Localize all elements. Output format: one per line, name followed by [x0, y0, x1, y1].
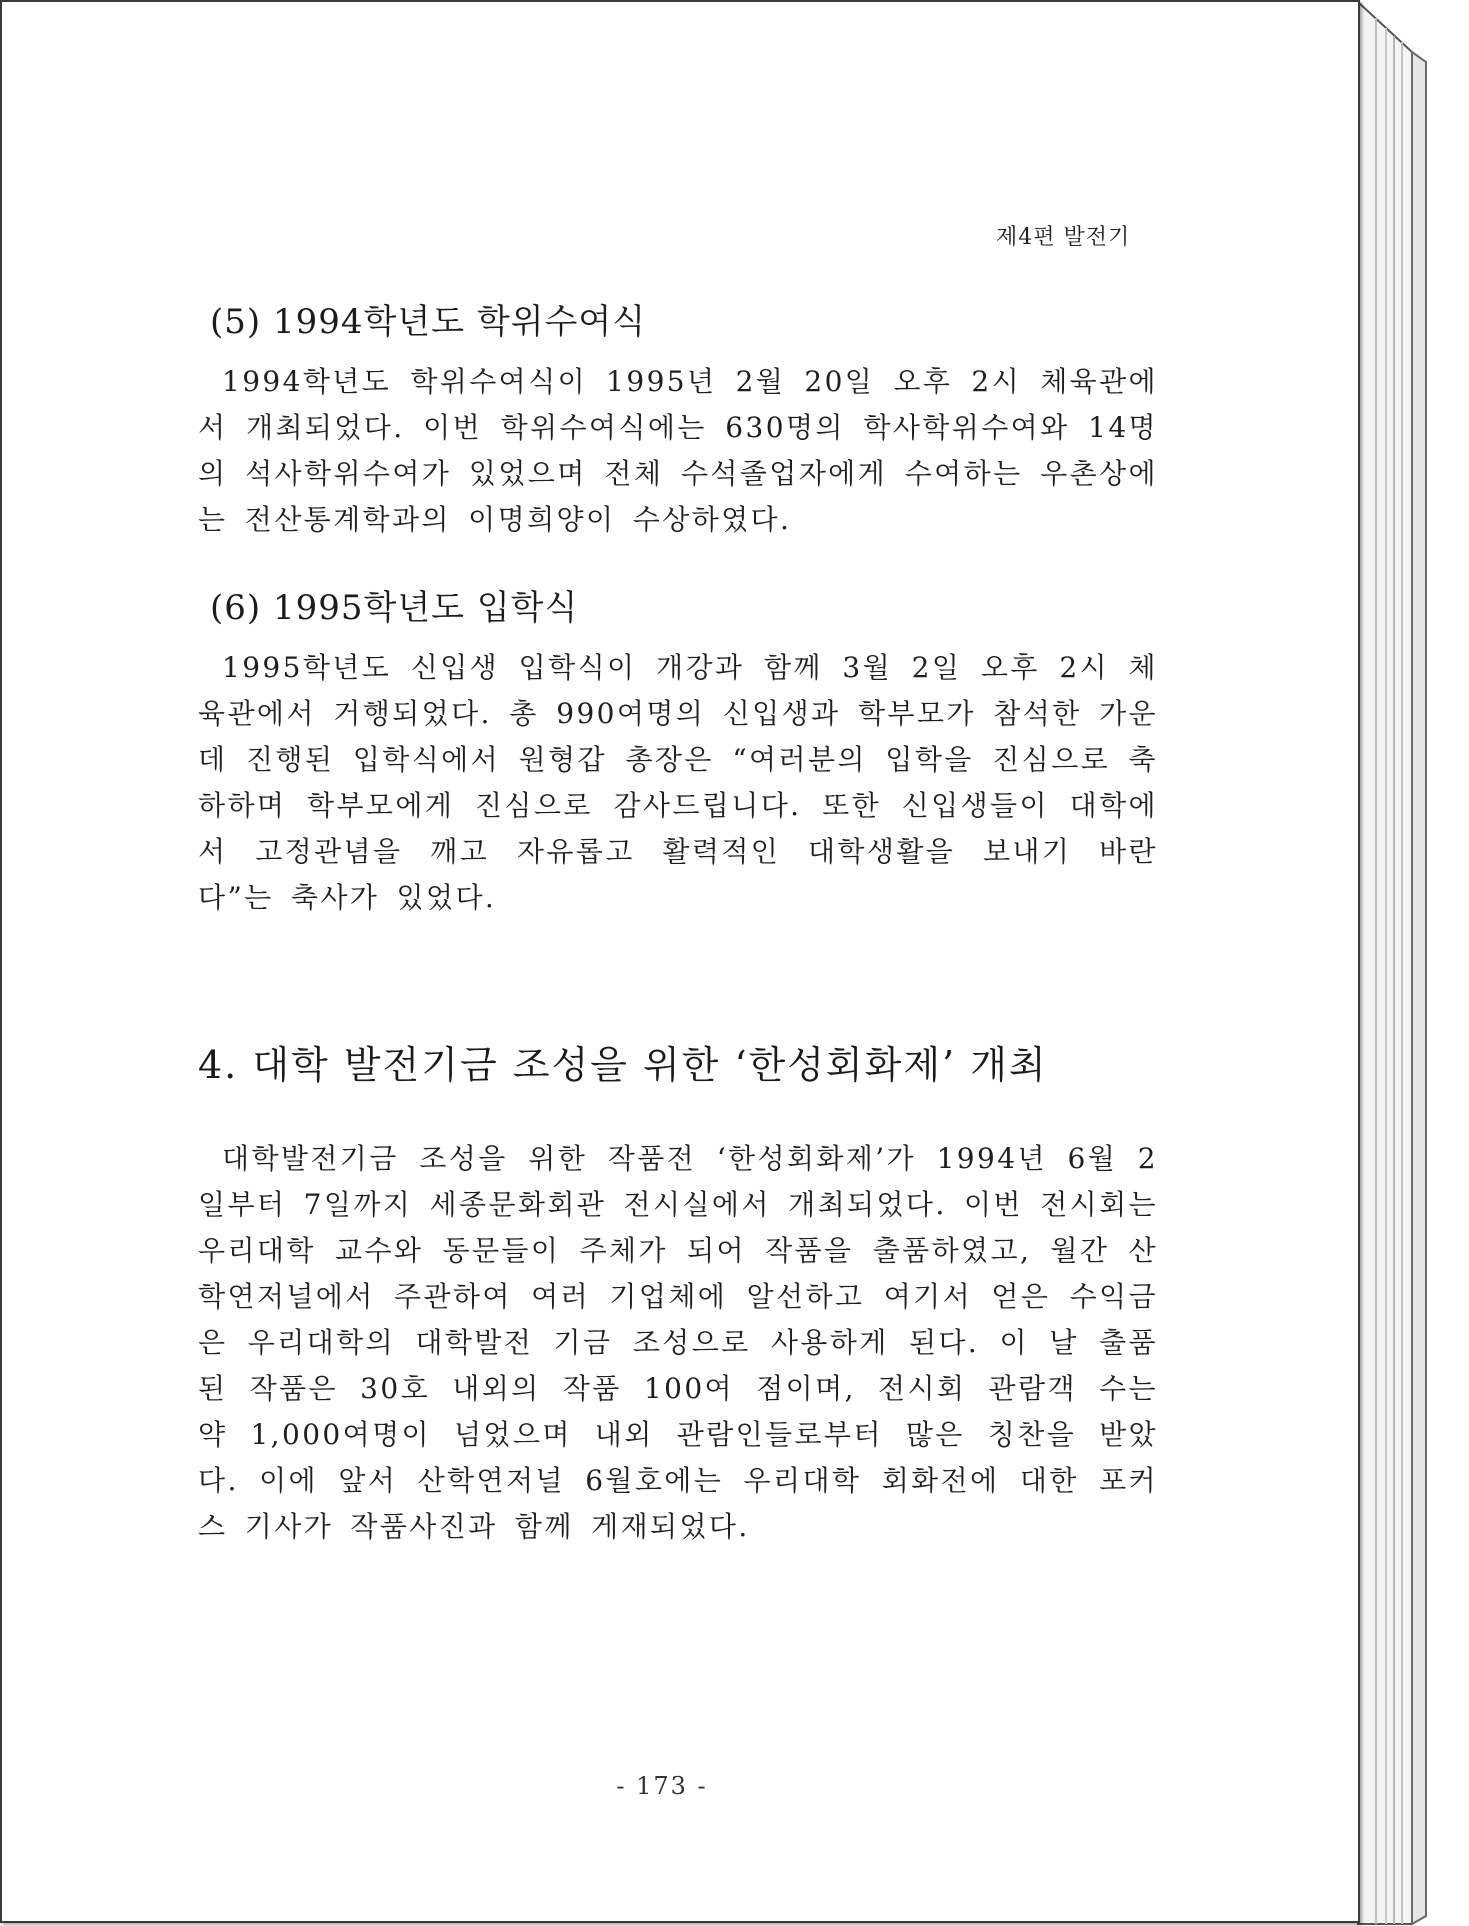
- section-6: [198, 580, 1158, 921]
- page-number: - 173 -: [616, 1772, 708, 1800]
- section-5: [198, 294, 1158, 543]
- section-6-heading: (6) 1995학년도 입학식: [210, 588, 579, 628]
- chapter-4-section: [198, 1136, 1158, 1550]
- running-head: 제4편 발전기: [996, 225, 1131, 250]
- section-5-heading: (5) 1994학년도 학위수여식: [210, 302, 647, 342]
- section-5-body: 1994학년도 학위수여식이 1995년 2월 20일 오후 2시 체육관에서 개최되었다. 이번 학위수여식에는 630명의 학사학위수여와 14명의 석사학위수여가 있었으며 전체 수석졸업자에게 수여하는 우촌상에는 전산통계학과의 이명희양이 수상하였다.: [198, 365, 1158, 536]
- section-6-body: 1995학년도 신입생 입학식이 개강과 함께 3월 2일 오후 2시 체육관에서 거행되었다. 총 990여명의 신입생과 학부모가 참석한 가운데 진행된 입학식에서 원형갑 총장은 “여러분의 입학을 진심으로 축하하며 학부모에게 진심으로 감사드립니다. 또한 신입생들이 대학에서 고정관념을 깨고 자유롭고 활력적인 대학생활을 보내기 바란다”는 축사가 있었다.: [198, 651, 1158, 914]
- chapter-4-heading: 4. 대학 발전기금 조성을 위한 ‘한성회화제’ 개최: [198, 1043, 1048, 1087]
- chapter-4-body: 대학발전기금 조성을 위한 작품전 ‘한성회화제’가 1994년 6월 2일부터 7일까지 세종문화회관 전시실에서 개최되었다. 이번 전시회는 우리대학 교수와 동문들이 주체가 되어 작품을 출품하였고, 월간 산학연저널에서 주관하여 여러 기업체에 알선하고 여기서 얻은 수익금은 우리대학의 대학발전 기금 조성으로 사용하게 된다. 이 날 출품된 작품은 30호 내외의 작품 100여 점이며, 전시회 관람객 수는 약 1,000여명이 넘었으며 내외 관람인들로부터 많은 칭찬을 받았다. 이에 앞서 산학연저널 6월호에는 우리대학 회화전에 대한 포커스 기사가 작품사진과 함께 게재되었다.: [198, 1142, 1158, 1543]
